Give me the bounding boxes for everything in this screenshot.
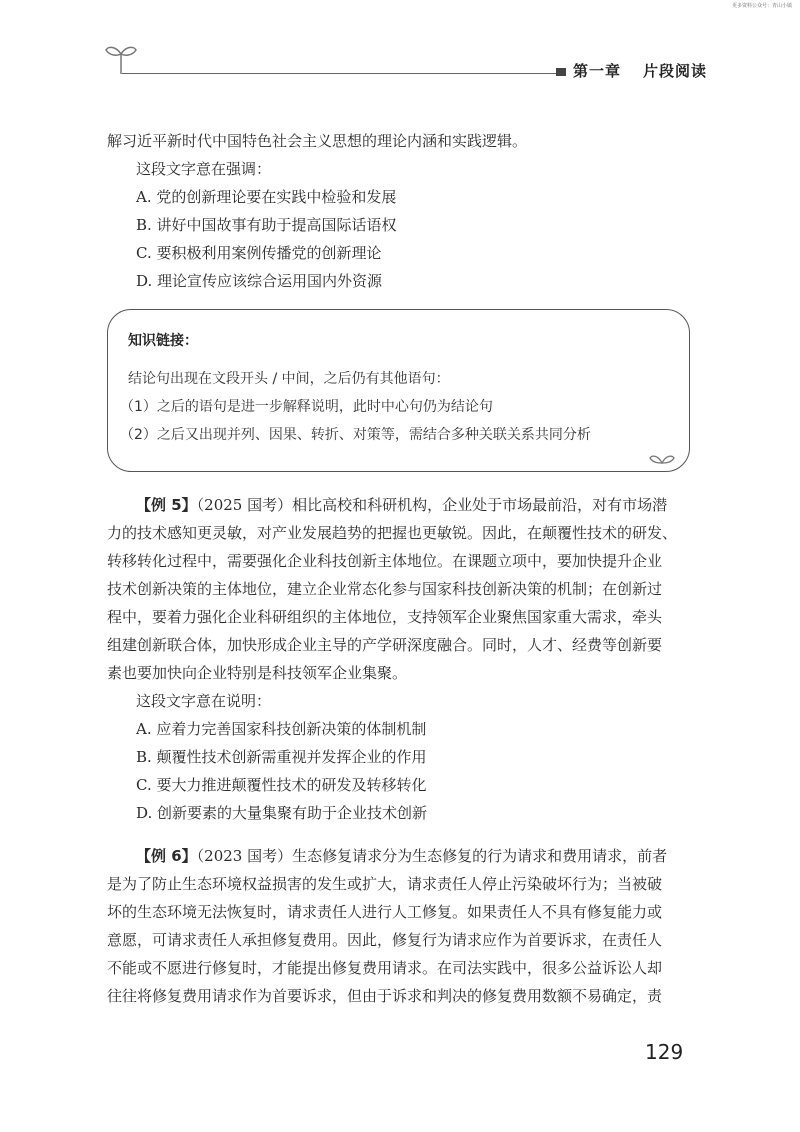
header-marker: [556, 68, 566, 76]
ex5-line-2: 力的技术感知更灵敏，对产业发展趋势的把握也更敏锐。因此，在颠覆性技术的研发、: [107, 524, 678, 542]
q4-option-a: A. 党的创新理论要在实践中检验和发展: [136, 188, 397, 206]
ex5-source: （2025 国考）: [196, 496, 293, 514]
header-divider: [122, 73, 562, 74]
ex5-option-c: C. 要大力推进颠覆性技术的研发及转移转化: [136, 776, 427, 794]
ex6-source: （2023 国考）: [196, 847, 293, 865]
ex5-line-6: 组建创新联合体，加快形成企业主导的产学研深度融合。同时，人才、经费等创新要: [107, 636, 663, 654]
ex6-line-5: 不能或不愿进行修复时，才能提出修复费用请求。在司法实践中，很多公益诉讼人却: [107, 959, 663, 977]
ex5-option-d: D. 创新要素的大量集聚有助于企业技术创新: [136, 804, 428, 822]
ex5-option-b: B. 颠覆性技术创新需重视并发挥企业的作用: [136, 748, 427, 766]
knowledge-title: 知识链接：: [128, 333, 198, 349]
ex6-line-6: 往往将修复费用请求作为首要诉求，但由于诉求和判决的修复费用数额不易确定，责: [107, 987, 663, 1005]
ex5-option-a: A. 应着力完善国家科技创新决策的体制机制: [136, 720, 427, 738]
ex6-label: 【例 6】: [136, 847, 197, 865]
chapter-heading: [573, 60, 707, 81]
q4-option-c: C. 要积极利用案例传播党的创新理论: [136, 244, 382, 262]
ex5-line-4: 技术创新决策的主体地位，建立企业常态化参与国家科技创新决策的机制；在创新过: [107, 580, 663, 598]
ex5-line-7: 素也要加快向企业特别是科技领军企业集聚。: [107, 664, 408, 682]
knowledge-line-1: 结论句出现在文段开头 / 中间，之后仍有其他语句：: [128, 371, 450, 387]
ex5-label: 【例 5】: [136, 496, 197, 514]
q4-option-b: B. 讲好中国故事有助于提高国际话语权: [136, 216, 397, 234]
chapter-number: 第一章: [573, 62, 622, 80]
chapter-title: 片段阅读: [643, 62, 708, 80]
ex6-text-1: 生态修复请求分为生态修复的行为请求和费用请求，前者: [292, 847, 668, 865]
watermark-text: 更多资料公众号：青山小镇: [731, 3, 792, 9]
ex5-line-1: [136, 494, 667, 515]
ex6-line-1: [136, 845, 667, 866]
knowledge-line-3: （2）之后又出现并列、因果、转折、对策等，需结合多种关联关系共同分析: [120, 427, 591, 443]
ex6-line-4: 意愿，可请求责任人承担修复费用。因此，修复行为请求应作为首要诉求，在责任人: [107, 931, 663, 949]
ex5-text-1: 相比高校和科研机构，企业处于市场最前沿，对有市场潜: [292, 496, 668, 514]
ex5-line-5: 程中，要着力强化企业科研组织的主体地位，支持领军企业聚焦国家重大需求，牵头: [107, 608, 663, 626]
ex6-line-3: 坏的生态环境无法恢复时，请求责任人进行人工修复。如果责任人不具有修复能力或: [107, 903, 663, 921]
knowledge-line-2: （1）之后的语句是进一步解释说明，此时中心句仍为结论句: [120, 399, 493, 415]
ex6-line-2: 是为了防止生态环境权益损害的发生或扩大，请求责任人停止污染破坏行为；当被破: [107, 875, 663, 893]
page-number: 129: [645, 1040, 684, 1064]
ex5-line-3: 转移转化过程中，需要强化企业科技创新主体地位。在课题立项中，要加快提升企业: [107, 552, 663, 570]
intro-tail-line: 解习近平新时代中国特色社会主义思想的理论内涵和实践逻辑。: [107, 132, 528, 150]
q4-stem: 这段文字意在强调：: [136, 160, 272, 178]
ex5-stem: 这段文字意在说明：: [136, 692, 272, 710]
knowledge-link-box: [107, 309, 690, 472]
leaves-icon: [649, 451, 675, 465]
sprout-icon: [104, 40, 138, 76]
q4-option-d: D. 理论宣传应该综合运用国内外资源: [136, 272, 383, 290]
